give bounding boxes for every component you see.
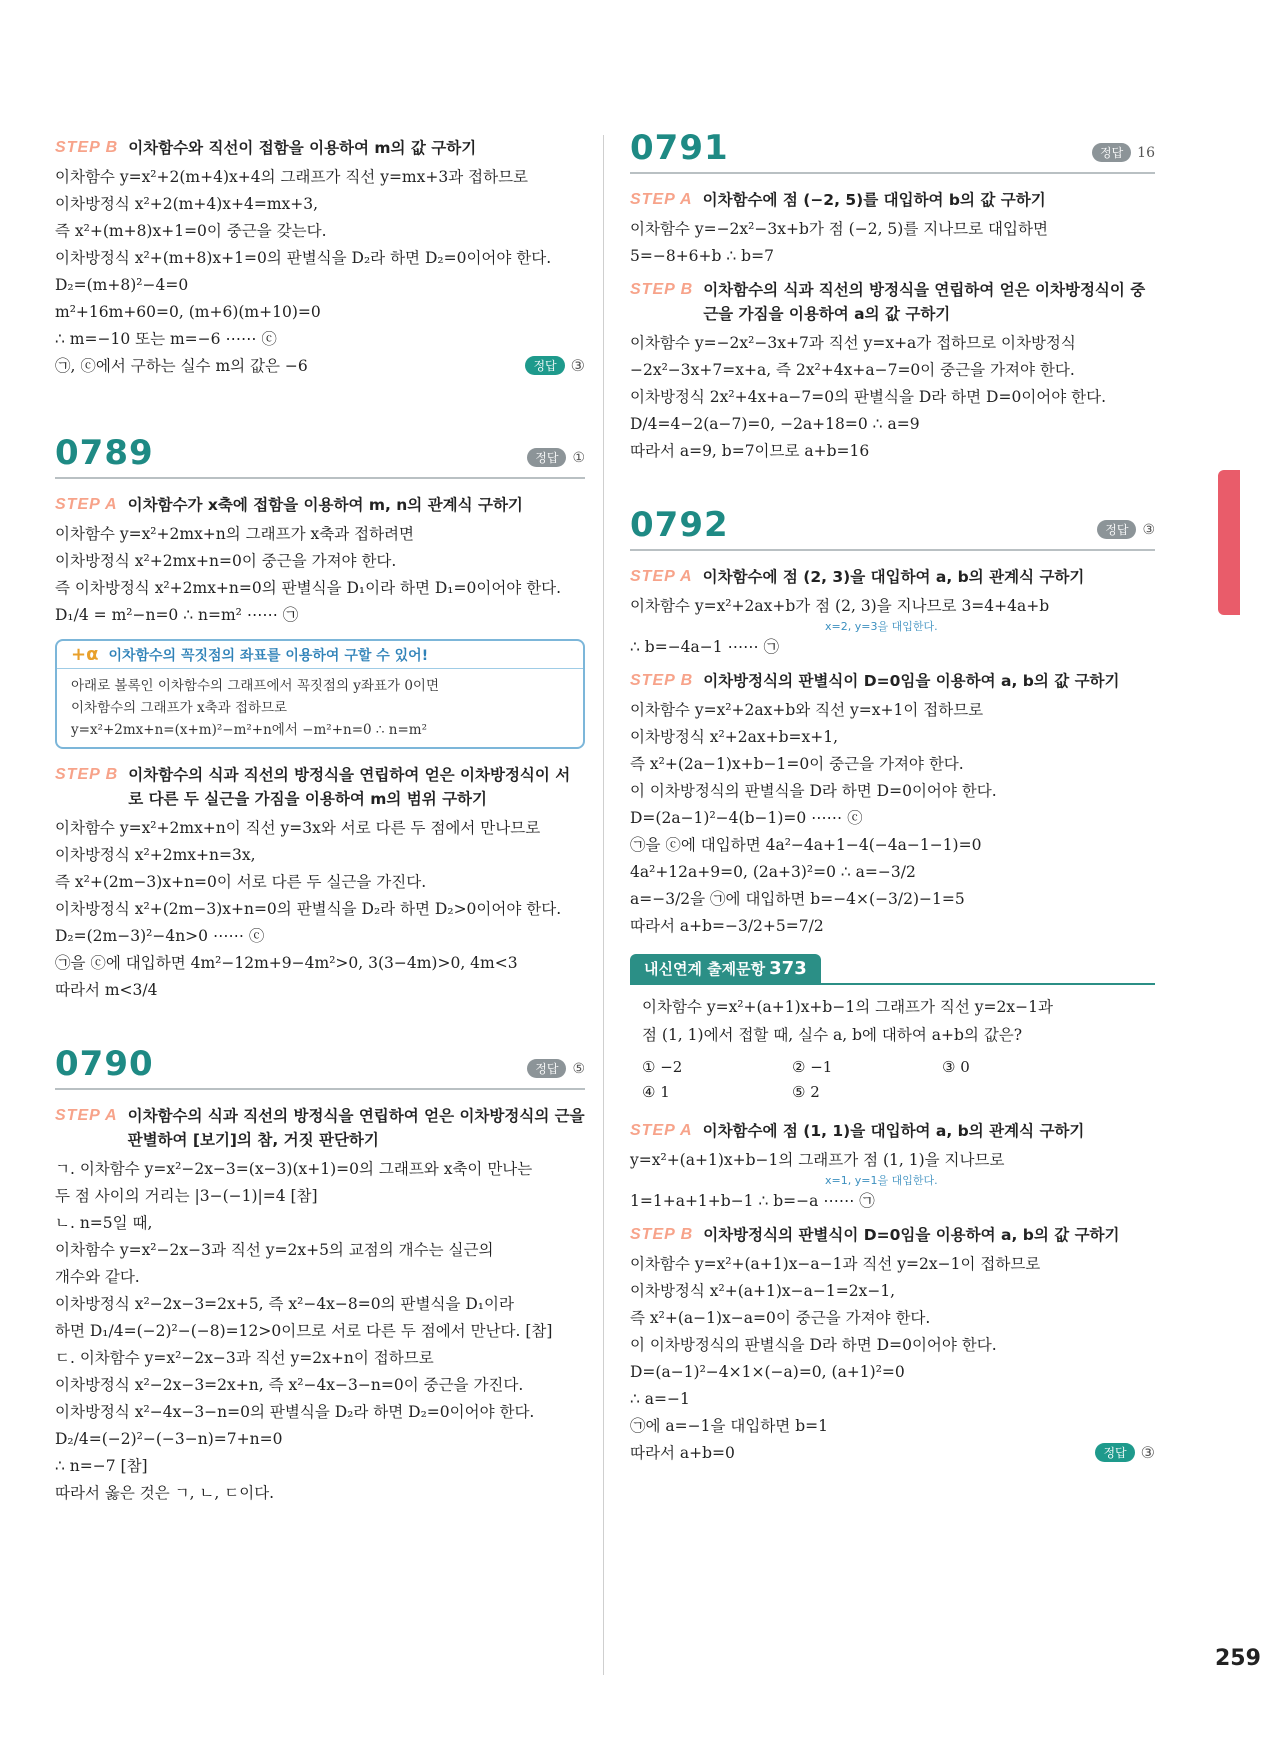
problem-number: 0789: [55, 433, 154, 473]
solution-line: ∴ n=−7 [참]: [55, 1457, 148, 1475]
tip-box: [55, 639, 585, 749]
linked-problem-label: 내신연계 출제문항: [644, 960, 766, 978]
problem-0789: [55, 433, 585, 1004]
solution-lines: [55, 164, 585, 380]
answer-value: ③: [570, 356, 585, 375]
question-text: [630, 985, 1155, 1049]
step-a-header: [55, 493, 585, 517]
solution-line: 따라서 a+b=0: [630, 1444, 735, 1462]
solution-line: 즉 x²+(a−1)x−a=0이 중근을 가져야 한다.: [630, 1309, 931, 1327]
answer-badge: 정답: [527, 448, 566, 467]
choice-4: ④ 1: [642, 1083, 670, 1101]
answer-badge: 정답: [525, 356, 564, 375]
answer-value: 16: [1137, 144, 1155, 161]
step-b-header: [55, 763, 585, 811]
right-column: [630, 128, 1155, 1462]
tip-line: 아래로 볼록인 이차함수의 그래프에서 꼭짓점의 y좌표가 0이면: [71, 678, 439, 694]
solution-line: 이차함수 y=x²−2x−3과 직선 y=2x+5의 교점의 개수는 실근의: [55, 1241, 494, 1259]
solution-line: 이차함수 y=x²+2(m+4)x+4의 그래프가 직선 y=mx+3과 접하므로: [55, 168, 529, 186]
solution-line: 이차함수 y=x²+2ax+b와 직선 y=x+1이 접하므로: [630, 701, 984, 719]
step-title: 이차함수의 식과 직선의 방정식을 연립하여 얻은 이차방정식의 근을 판별하여 [보기]의 참, 거짓 판단하기: [127, 1107, 585, 1149]
problem-header: [630, 505, 1155, 551]
step-title: 이차함수의 식과 직선의 방정식을 연립하여 얻은 이차방정식이 서로 다른 두 실근을 가짐을 이용하여 m의 범위 구하기: [128, 766, 571, 808]
linked-exam-problem: [630, 954, 1155, 1462]
solution-line: a=−3/2을 ㉠에 대입하면 b=−4×(−3/2)−1=5: [630, 890, 965, 908]
problem-0792: [630, 505, 1155, 940]
step-a-header: [630, 1119, 1155, 1143]
step-label: STEP B: [55, 139, 119, 156]
solution-line: ㉠, ⓒ에서 구하는 실수 m의 값은 −6: [55, 357, 308, 375]
solution-line: ㄷ. 이차함수 y=x²−2x−3과 직선 y=2x+n이 접하므로: [55, 1349, 434, 1367]
solution-line: D=(2a−1)²−4(b−1)=0 ⋯⋯ ⓒ: [630, 809, 863, 827]
solution-line: 이차방정식 x²+2ax+b=x+1,: [630, 728, 838, 746]
answer-badge: 정답: [1092, 143, 1131, 162]
problem-0790: [55, 1044, 585, 1507]
step-label: STEP B: [630, 281, 694, 298]
solution-line: 이차함수 y=−2x²−3x+b가 점 (−2, 5)를 지나므로 대입하면: [630, 220, 1048, 238]
solution-line: D₁/4 = m²−n=0 ∴ n=m² ⋯⋯ ㉠: [55, 606, 299, 624]
step-a-header: [55, 1104, 585, 1152]
answer-value: ①: [572, 449, 585, 466]
answer-choices: [630, 1049, 1155, 1105]
step-title: 이차함수의 식과 직선의 방정식을 연립하여 얻은 이차방정식이 중근을 가짐을 이용하여 a의 값 구하기: [703, 281, 1146, 323]
question-line: 점 (1, 1)에서 접할 때, 실수 a, b에 대하여 a+b의 값은?: [642, 1026, 1023, 1044]
solution-line: 1=1+a+1+b−1 ∴ b=−a ⋯⋯ ㉠: [630, 1192, 875, 1210]
top-step-section: [55, 136, 585, 375]
solution-line: 개수와 같다.: [55, 1268, 140, 1286]
choice-1: ① −2: [642, 1058, 683, 1076]
solution-line: 이차함수 y=x²+2ax+b가 점 (2, 3)을 지나므로 3=4+4a+b: [630, 597, 1050, 615]
solution-line: 따라서 a=9, b=7이므로 a+b=16: [630, 442, 870, 460]
answer: [527, 1059, 585, 1078]
problem-number: 0790: [55, 1044, 154, 1084]
solution-line: 하면 D₁/4=(−2)²−(−8)=12>0이므로 서로 다른 두 점에서 만난다. [참]: [55, 1322, 553, 1340]
choice-3: ③ 0: [942, 1058, 970, 1076]
step-title: 이차함수와 직선이 접함을 이용하여 m의 값 구하기: [128, 139, 477, 157]
solution-line: 이 이차방정식의 판별식을 D라 하면 D=0이어야 한다.: [630, 1336, 997, 1354]
step-label: STEP A: [630, 191, 693, 208]
step-title: 이차함수에 점 (1, 1)을 대입하여 a, b의 관계식 구하기: [702, 1122, 1085, 1140]
plus-alpha-icon: +α: [71, 644, 99, 665]
step-title: 이차방정식의 판별식이 D=0임을 이용하여 a, b의 값 구하기: [703, 1226, 1120, 1244]
solution-line: ㄱ. 이차함수 y=x²−2x−3=(x−3)(x+1)=0의 그래프와 x축이 만나는: [55, 1160, 533, 1178]
solution-line: 이차방정식 x²+(a+1)x−a−1=2x−1,: [630, 1282, 896, 1300]
answer-value: ⑤: [572, 1060, 585, 1077]
solution-line: ∴ b=−4a−1 ⋯⋯ ㉠: [630, 638, 779, 656]
solution-line: 이차방정식 x²+2mx+n=0이 중근을 가져야 한다.: [55, 552, 397, 570]
solution-line: −2x²−3x+7=x+a, 즉 2x²+4x+a−7=0이 중근을 가져야 한다.: [630, 361, 1075, 379]
problem-header: [55, 433, 585, 479]
left-column: [55, 128, 585, 1507]
answer-badge: 정답: [1095, 1443, 1134, 1462]
answer-value: ③: [1142, 521, 1155, 538]
solution-line: ㉠을 ⓒ에 대입하면 4a²−4a+1−4(−4a−1−1)=0: [630, 836, 982, 854]
answer-badge: 정답: [1097, 520, 1136, 539]
problem-header: [55, 1044, 585, 1090]
solution-line: 이차함수 y=x²+2mx+n의 그래프가 x축과 접하려면: [55, 525, 415, 543]
solution-line: D₂=(2m−3)²−4n>0 ⋯⋯ ⓒ: [55, 927, 265, 945]
choice-5: ⑤ 2: [792, 1083, 820, 1101]
solution-line: 따라서 m<3/4: [55, 981, 158, 999]
solution-line: 즉 x²+(2m−3)x+n=0이 서로 다른 두 실근을 가진다.: [55, 873, 427, 891]
substitution-note: x=1, y=1을 대입한다.: [825, 1174, 938, 1187]
solution-line: 따라서 a+b=−3/2+5=7/2: [630, 917, 824, 935]
answer: [527, 448, 585, 467]
solution-line: 즉 x²+(m+8)x+1=0이 중근을 갖는다.: [55, 222, 327, 240]
question-line: 이차함수 y=x²+(a+1)x+b−1의 그래프가 직선 y=2x−1과: [642, 998, 1053, 1016]
problem-0791: [630, 128, 1155, 465]
tip-header: [57, 641, 583, 669]
column-divider: [603, 135, 604, 1675]
solution-line: 즉 x²+(2a−1)x+b−1=0이 중근을 가져야 한다.: [630, 755, 964, 773]
solution-line: 4a²+12a+9=0, (2a+3)²=0 ∴ a=−3/2: [630, 863, 916, 881]
answer: [1092, 143, 1155, 162]
solution-line: ㉠을 ⓒ에 대입하면 4m²−12m+9−4m²>0, 3(3−4m)>0, 4m<3: [55, 954, 518, 972]
solution-line: ㉠에 a=−1을 대입하면 b=1: [630, 1417, 828, 1435]
step-b-header: [630, 669, 1155, 693]
answer-value: ③: [1140, 1443, 1155, 1462]
answer-badge: 정답: [527, 1059, 566, 1078]
step-title: 이차함수가 x축에 접함을 이용하여 m, n의 관계식 구하기: [127, 496, 523, 514]
linked-problem-number: 373: [769, 958, 807, 979]
solution-line: 이차함수 y=−2x²−3x+7과 직선 y=x+a가 접하므로 이차방정식: [630, 334, 1076, 352]
step-title: 이차방정식의 판별식이 D=0임을 이용하여 a, b의 값 구하기: [703, 672, 1120, 690]
solution-line: 두 점 사이의 거리는 |3−(−1)|=4 [참]: [55, 1187, 318, 1205]
problem-number: 0791: [630, 128, 729, 168]
tip-line: 이차함수의 그래프가 x축과 접하므로: [71, 700, 288, 716]
solution-line: 이차함수 y=x²+(a+1)x−a−1과 직선 y=2x−1이 접하므로: [630, 1255, 1041, 1273]
linked-problem-tab: [630, 954, 821, 983]
step-b-header: [630, 1223, 1155, 1247]
substitution-note: x=2, y=3을 대입한다.: [825, 620, 938, 633]
solution-line: 이차방정식 x²+2mx+n=3x,: [55, 846, 256, 864]
step-title: 이차함수에 점 (−2, 5)를 대입하여 b의 값 구하기: [702, 191, 1046, 209]
solution-line: 5=−8+6+b ∴ b=7: [630, 247, 774, 265]
problem-number: 0792: [630, 505, 729, 545]
tip-body: [57, 669, 583, 747]
step-title: 이차함수에 점 (2, 3)을 대입하여 a, b의 관계식 구하기: [702, 568, 1085, 586]
solution-line: D=(a−1)²−4×1×(−a)=0, (a+1)²=0: [630, 1363, 905, 1381]
solution-line: 따라서 옳은 것은 ㄱ, ㄴ, ㄷ이다.: [55, 1484, 275, 1502]
answer: [1097, 520, 1155, 539]
solution-line: ∴ a=−1: [630, 1390, 690, 1408]
tip-title: 이차함수의 꼭짓점의 좌표를 이용하여 구할 수 있어!: [108, 647, 429, 664]
solution-line: 이차방정식 x²−2x−3=2x+n, 즉 x²−4x−3−n=0이 중근을 가진다.: [55, 1376, 524, 1394]
step-label: STEP A: [55, 496, 118, 513]
step-b-header: [55, 136, 585, 160]
solution-line: 이차방정식 2x²+4x+a−7=0의 판별식을 D라 하면 D=0이어야 한다.: [630, 388, 1107, 406]
solution-line: 이 이차방정식의 판별식을 D라 하면 D=0이어야 한다.: [630, 782, 997, 800]
tip-line: y=x²+2mx+n=(x+m)²−m²+n에서 −m²+n=0 ∴ n=m²: [71, 722, 427, 738]
choice-2: ② −1: [792, 1058, 833, 1076]
step-label: STEP B: [630, 672, 694, 689]
step-label: STEP A: [630, 1122, 693, 1139]
solution-line: D₂=(m+8)²−4=0: [55, 276, 189, 294]
solution-line: 즉 이차방정식 x²+2mx+n=0의 판별식을 D₁이라 하면 D₁=0이어야 한다.: [55, 579, 562, 597]
solution-line: 이차방정식 x²+2(m+4)x+4=mx+3,: [55, 195, 319, 213]
solution-line: 이차방정식 x²−2x−3=2x+5, 즉 x²−4x−8=0의 판별식을 D₁이라: [55, 1295, 514, 1313]
step-a-header: [630, 565, 1155, 589]
solution-line: 이차방정식 x²+(m+8)x+1=0의 판별식을 D₂라 하면 D₂=0이어야 한다.: [55, 249, 552, 267]
solution-line: y=x²+(a+1)x+b−1의 그래프가 점 (1, 1)을 지나므로: [630, 1151, 1005, 1169]
solution-line: D₂/4=(−2)²−(−3−n)=7+n=0: [55, 1430, 283, 1448]
solution-line: ∴ m=−10 또는 m=−6 ⋯⋯ ⓒ: [55, 330, 277, 348]
chapter-tab: [1218, 470, 1240, 615]
solution-line: 이차방정식 x²+(2m−3)x+n=0의 판별식을 D₂라 하면 D₂>0이어야 한다.: [55, 900, 562, 918]
step-label: STEP B: [630, 1226, 694, 1243]
solution-line: ㄴ. n=5일 때,: [55, 1214, 153, 1232]
step-label: STEP B: [55, 766, 119, 783]
solution-line: D/4=4−2(a−7)=0, −2a+18=0 ∴ a=9: [630, 415, 920, 433]
step-label: STEP A: [55, 1107, 118, 1124]
step-label: STEP A: [630, 568, 693, 585]
solution-line: 이차방정식 x²−4x−3−n=0의 판별식을 D₂라 하면 D₂=0이어야 한다.: [55, 1403, 535, 1421]
step-a-header: [630, 188, 1155, 212]
solution-line: m²+16m+60=0, (m+6)(m+10)=0: [55, 303, 321, 321]
solution-line: 이차함수 y=x²+2mx+n이 직선 y=3x와 서로 다른 두 점에서 만나므로: [55, 819, 541, 837]
problem-header: [630, 128, 1155, 174]
step-b-header: [630, 278, 1155, 326]
page-number: 259: [1215, 1646, 1261, 1671]
